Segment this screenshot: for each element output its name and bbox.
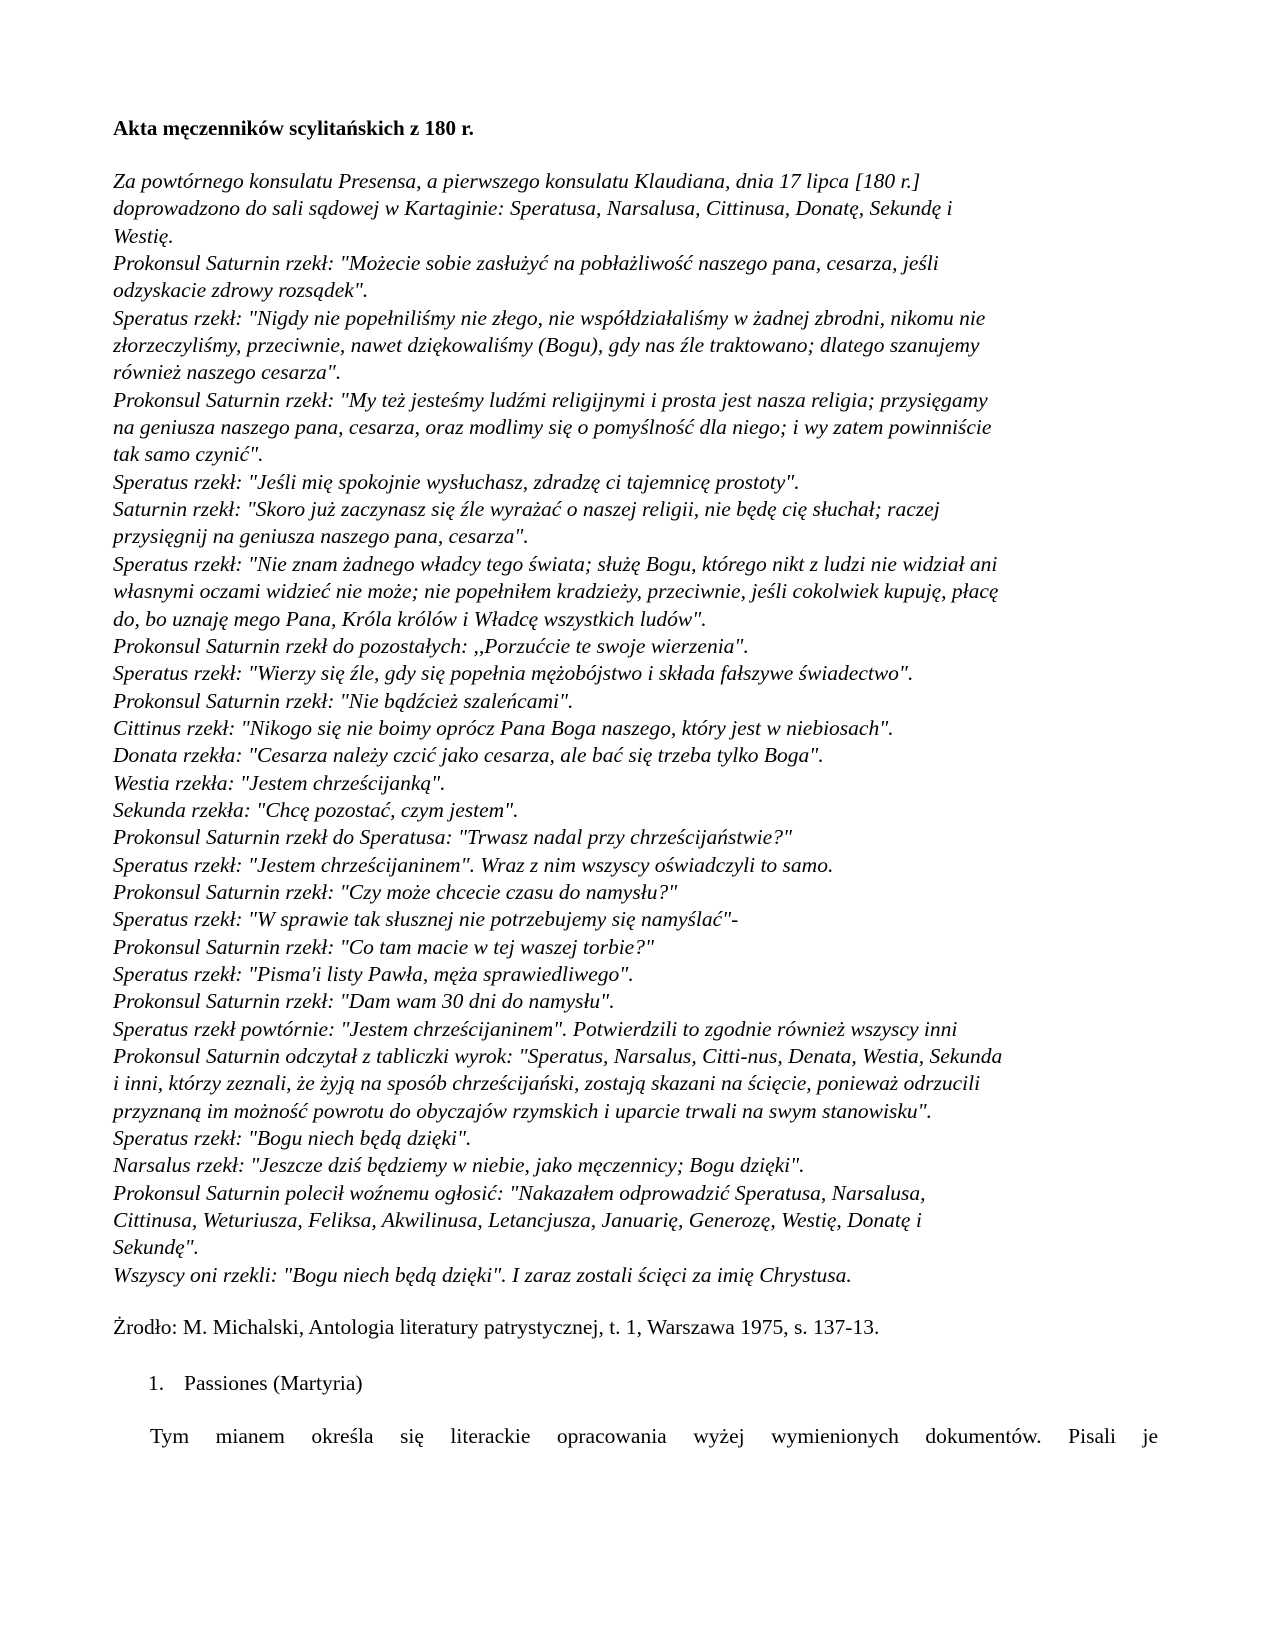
text-line: Sekundę".	[113, 1235, 200, 1260]
text-line: Cittinusa, Weturiusza, Feliksa, Akwilinusa, Letancjusza, Januarię, Generozę, Westię, Donatę i	[113, 1208, 922, 1233]
text-line: przysięgnij na geniusza naszego pana, cesarza".	[113, 524, 529, 549]
text-line: Westia rzekła: "Jestem chrześcijanką".	[113, 770, 446, 795]
text-line: odzyskacie zdrowy rozsądek".	[113, 278, 369, 303]
text-line: doprowadzono do sali sądowej w Kartaginie: Speratusa, Narsalusa, Cittinusa, Donatę, Sekundę i	[113, 196, 953, 221]
text-line: Speratus rzekł: "Pisma'i listy Pawła, męża sprawiedliwego".	[113, 961, 634, 986]
text-line: Speratus rzekł: "Jeśli mię spokojnie wysłuchasz, zdradzę ci tajemnicę prostoty".	[113, 469, 800, 494]
text-line: tak samo czynić".	[113, 442, 264, 467]
text-line: Saturnin rzekł: "Skoro już zaczynasz się źle wyrażać o naszej religii, nie będę cię słuchał; raczej	[113, 497, 940, 522]
text-line: Za powtórnego konsulatu Presensa, a pierwszego konsulatu Klaudiana, dnia 17 lipca [180 r.]	[113, 169, 921, 193]
text-line: Narsalus rzekł: "Jeszcze dziś będziemy w niebie, jako męczennicy; Bogu dzięki".	[113, 1153, 805, 1178]
text-line: Speratus rzekł powtórnie: "Jestem chrześcijaninem". Potwierdzili to zgodnie również wszyscy inni	[113, 1016, 958, 1041]
text-line: Prokonsul Saturnin polecił woźnemu ogłosić: "Nakazałem odprowadzić Speratusa, Narsalusa,	[113, 1180, 926, 1205]
list-item	[148, 1371, 363, 1396]
text-line: Speratus rzekł: "W sprawie tak słusznej nie potrzebujemy się namyślać"-	[113, 907, 739, 932]
text-line: Prokonsul Saturnin rzekł: "Dam wam 30 dni do namysłu".	[113, 989, 615, 1014]
text-line: Speratus rzekł: "Bogu niech będą dzięki".	[113, 1126, 472, 1151]
text-line: Speratus rzekł: "Wierzy się źle, gdy się popełnia mężobójstwo i składa fałszywe świadectwo".	[113, 661, 914, 686]
text-line: złorzeczyliśmy, przeciwnie, nawet dziękowaliśmy (Bogu), gdy nas źle traktowano; dlatego szanujemy	[113, 333, 980, 358]
text-line: Prokonsul Saturnin rzekł: "Nie bądźcież szaleńcami".	[113, 688, 574, 713]
text-line: Donata rzekła: "Cesarza należy czcić jako cesarza, ale bać się trzeba tylko Boga".	[113, 743, 824, 768]
text-line: przyznaną im możność powrotu do obyczajów rzymskich i uparcie trwali na swym stanowisku".	[113, 1098, 933, 1123]
text-line: Sekunda rzekła: "Chcę pozostać, czym jestem".	[113, 797, 519, 822]
text-line: Speratus rzekł: "Nie znam żadnego władcy tego świata; służę Bogu, którego nikt z ludzi nie widział ani	[113, 551, 998, 576]
text-line: i inni, którzy zeznali, że żyją na sposób chrześcijański, zostają skazani na ścięcie, ponieważ odrzucili	[113, 1071, 981, 1096]
acts-text	[113, 168, 1163, 1289]
text-line: do, bo uznaję mego Pana, Króla królów i Władcę wszystkich ludów".	[113, 606, 707, 631]
text-line: również naszego cesarza".	[113, 360, 342, 385]
text-line: Prokonsul Saturnin rzekł: "My też jesteśmy ludźmi religijnymi i prosta jest nasza religia; przysięgamy	[113, 387, 988, 412]
source-citation: Żrodło: M. Michalski, Antologia literatury patrystycznej, t. 1, Warszawa 1975, s. 137-13.	[113, 1315, 880, 1339]
text-line: Cittinus rzekł: "Nikogo się nie boimy oprócz Pana Boga naszego, który jest w niebiosach".	[113, 715, 894, 740]
text-line: własnymi oczami widzieć nie może; nie popełniłem kradzieży, przeciwnie, jeśli cokolwiek kupuję, płacę	[113, 579, 999, 604]
text-line: Prokonsul Saturnin odczytał z tabliczki wyrok: "Speratus, Narsalus, Citti-nus, Denata, Westia, Sekunda	[113, 1044, 1003, 1068]
list-number: 1.	[148, 1371, 165, 1395]
document-title: Akta męczenników scylitańskich z 180 r.	[113, 116, 474, 140]
text-line: Westię.	[113, 223, 174, 248]
text-line: Speratus rzekł: "Nigdy nie popełniliśmy nie złego, nie współdziałaliśmy w żadnej zbrodni, nikomu nie	[113, 305, 986, 330]
text-line: Speratus rzekł: "Jestem chrześcijaninem". Wraz z nim wszyscy oświadczyli to samo.	[113, 852, 834, 877]
text-line: Prokonsul Saturnin rzekł: "Co tam macie w tej waszej torbie?"	[113, 934, 654, 959]
text-line: Prokonsul Saturnin rzekł: "Czy może chcecie czasu do namysłu?"	[113, 879, 678, 904]
list-label: Passiones (Martyria)	[184, 1371, 363, 1395]
text-line: Prokonsul Saturnin rzekł do Speratusa: "Trwasz nadal przy chrześcijaństwie?"	[113, 825, 792, 850]
text-line: Prokonsul Saturnin rzekł do pozostałych: ,,Porzućcie te swoje wierzenia".	[113, 633, 749, 658]
body-paragraph: Tym mianem określa się literackie opracowania wyżej wymienionych dokumentów. Pisali je	[150, 1424, 1158, 1448]
text-line: Prokonsul Saturnin rzekł: "Możecie sobie zasłużyć na pobłażliwość naszego pana, cesarza, jeśli	[113, 251, 939, 276]
text-line: na geniusza naszego pana, cesarza, oraz modlimy się o pomyślność dla niego; i wy zatem powinniście	[113, 415, 992, 440]
text-line: Wszyscy oni rzekli: "Bogu niech będą dzięki". I zaraz zostali ścięci za imię Chrystusa.	[113, 1262, 852, 1287]
